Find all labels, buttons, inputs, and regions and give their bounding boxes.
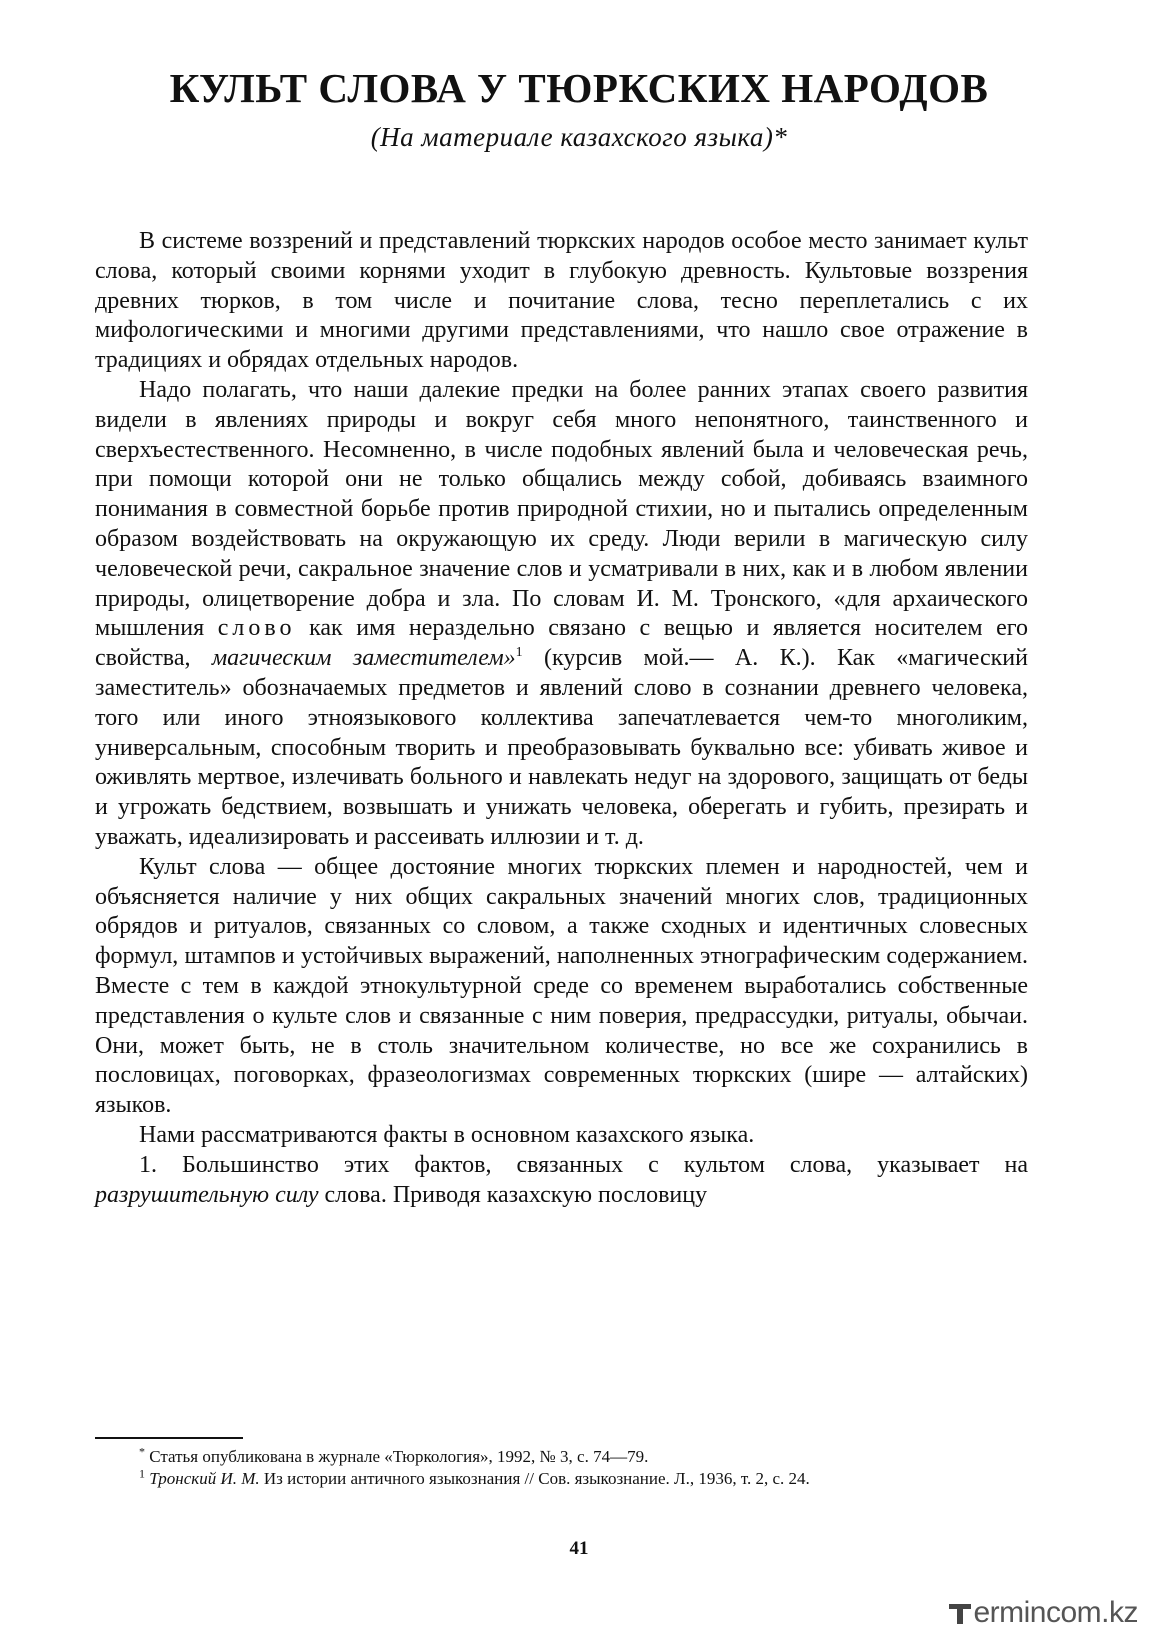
- paragraph-5: [95, 1151, 1028, 1211]
- paragraph-2-text-c: (курсив мой.— А. К.). Как «магический заместитель» обозначаемых предметов и явлений слово в сознании древнего человека, того или иного этноязыкового коллектива запечатлевается чем-то многоликим, универсальным, способным творить и преобразовывать буквально все: убивать живое и оживлять мертвое, излечивать больного и навлекать недуг на здорового, защищать от беды и угрожать бедствием, возвышать и унижать человека, оберегать и губить, презирать и уважать, идеализировать и рассеивать иллюзии и т. д.: [95, 645, 1028, 850]
- paragraph-2-text-b: как имя нераздельно связано с вещью и является носителем его свойства,: [95, 615, 1028, 672]
- article-title: КУЛЬТ СЛОВА У ТЮРКСКИХ НАРОДОВ: [169, 65, 989, 111]
- footnote-ref-1: 1: [515, 645, 523, 661]
- footnote-2-mark: 1: [139, 1466, 145, 1481]
- footnote-2-author: Тронский И. М.: [145, 1469, 260, 1488]
- italic-phrase: магическим заместителем»: [211, 645, 516, 672]
- article-subtitle: (На материале казахского языка)*: [370, 122, 788, 152]
- article-body: [95, 227, 1028, 1210]
- paragraph-4: Нами рассматриваются факты в основном казахского языка.: [139, 1121, 755, 1148]
- paragraph-2: [95, 376, 1028, 853]
- paragraph-3: Культ слова — общее достояние многих тюркских племен и народностей, чем и объясняется наличие у них общих сакральных значений многих слов, традиционных обрядов и ритуалов, связанных со словом, а также сходных и идентичных словесных формул, штампов и устойчивых выражений, наполненных этнографическим содержанием. Вместе с тем в каждой этнокультурной среде со временем выработались собственные представления о культе слов и связанные с ним поверия, предрассудки, ритуалы, обычаи. Они, может быть, не в столь значительном количестве, но все же сохранились в пословицах, поговорках, фразеологизмах современных тюркских (шире — алтайских) языков.: [95, 853, 1028, 1119]
- footnotes: [95, 1446, 1028, 1490]
- paragraph-1: В системе воззрений и представлений тюркских народов особое место занимает культ слова, который своими корнями уходит в глубокую древность. Культовые воззрения древних тюрков, в том числе и почитание слова, тесно переплетались с их мифологическими и многими другими представлениями, что нашло свое отражение в традициях и обрядах отдельных народов.: [95, 228, 1028, 374]
- italic-phrase-2: разрушительную силу: [95, 1181, 319, 1208]
- footnote-divider: [95, 1437, 243, 1439]
- footnote-1: [95, 1446, 1028, 1468]
- paragraph-5-text-b: слова. Приводя казахскую пословицу: [318, 1181, 708, 1208]
- footnote-1-mark: *: [139, 1444, 145, 1459]
- watermark-text: ermincom.kz: [973, 1596, 1138, 1629]
- footnote-2: [95, 1468, 1028, 1490]
- paragraph-5-text-a: 1. Большинство этих фактов, связанных с культом слова, указывает на: [139, 1151, 1028, 1178]
- footnote-2-text: Из истории античного языкознания // Сов. языкознание. Л., 1936, т. 2, с. 24.: [259, 1469, 810, 1488]
- page-number: 41: [569, 1538, 589, 1559]
- footnote-1-text: Статья опубликована в журнале «Тюркология», 1992, № 3, с. 74—79.: [145, 1447, 649, 1466]
- watermark: [947, 1596, 1138, 1630]
- termincom-logo-icon: [947, 1600, 973, 1626]
- spaced-word: слово: [217, 615, 296, 642]
- paragraph-2-text-a: Надо полагать, что наши далекие предки на более ранних этапах своего развития видели в явлениях природы и вокруг себя много непонятного, таинственного и сверхъестественного. Несомненно, в числе подобных явлений была и человеческая речь, при помощи которой они не только общались между собой, добиваясь взаимного понимания в совместной борьбе против природной стихии, но и пытались определенным образом воздействовать на окружающую их среду. Люди верили в магическую силу человеческой речи, сакральное значение слов и усматривали в них, как и в любом явлении природы, олицетворение добра и зла. По словам И. М. Тронского, «для архаического мышления: [95, 376, 1028, 642]
